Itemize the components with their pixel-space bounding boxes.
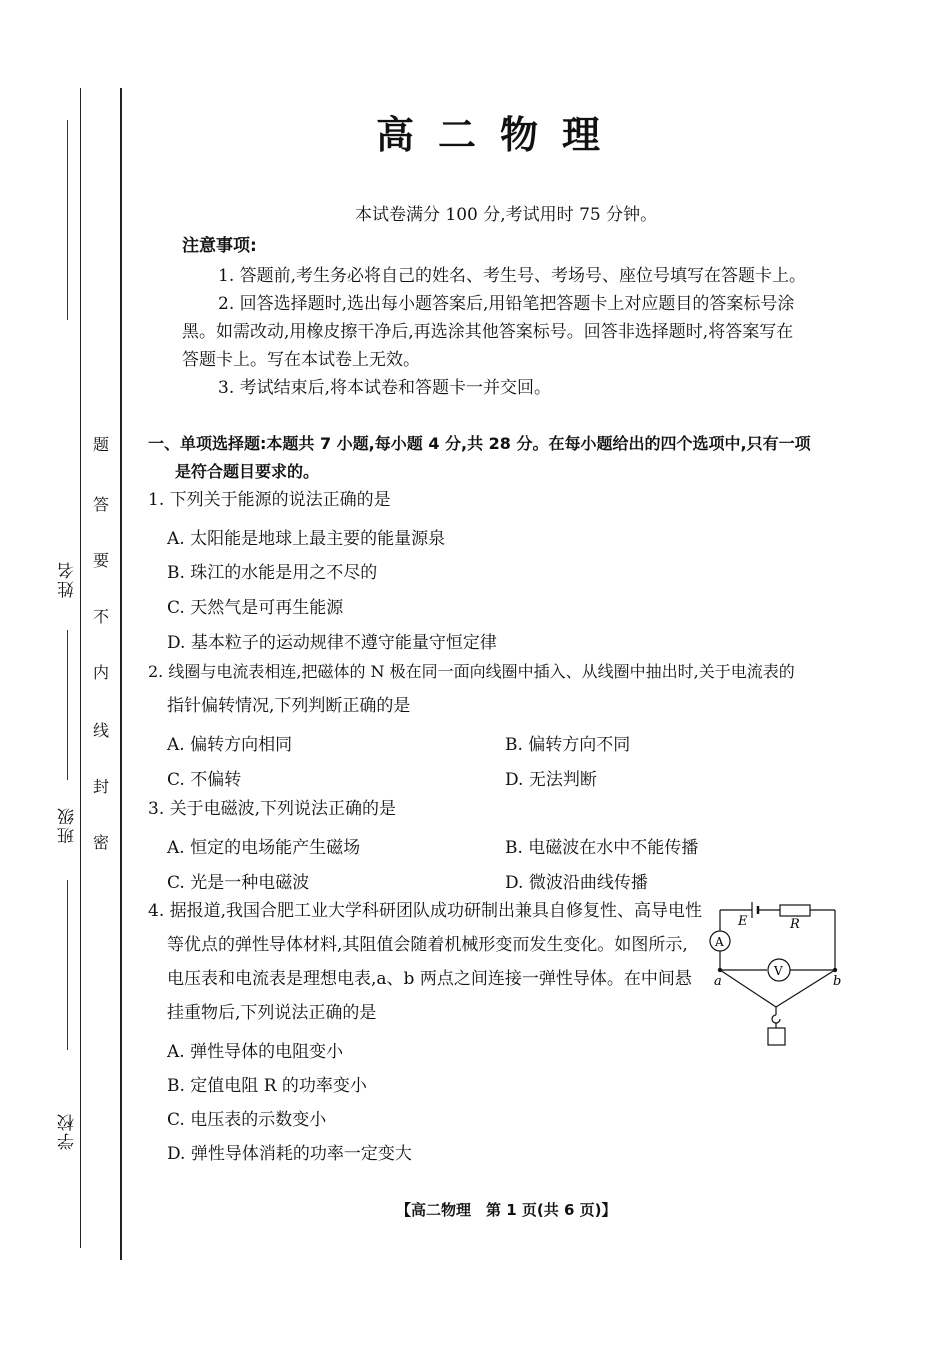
ammeter-label: A: [715, 935, 724, 949]
name-field-label: 姓名: [58, 560, 78, 598]
q3-option-c: C. 光是一种电磁波: [167, 873, 310, 893]
hook-icon: [772, 1015, 780, 1023]
exam-info: 本试卷满分 100 分,考试用时 75 分钟。: [355, 205, 658, 225]
seal-char-8: 密: [92, 833, 109, 852]
seal-char-5: 内: [92, 663, 109, 682]
seal-char-1: 题: [92, 435, 109, 454]
page-title: 高二物理: [375, 113, 624, 157]
seal-char-2: 答: [92, 495, 109, 514]
notice-line-5: 3. 考试结束后,将本试卷和答题卡一并交回。: [218, 378, 552, 398]
question-1-stem: 1. 下列关于能源的说法正确的是: [148, 490, 391, 510]
q4-option-b: B. 定值电阻 R 的功率变小: [167, 1076, 367, 1096]
question-2-stem-line-2: 指针偏转情况,下列判断正确的是: [167, 696, 411, 716]
circuit-diagram: [700, 895, 850, 1055]
school-field-label: 学校: [58, 1112, 78, 1150]
resistor-symbol: [780, 905, 810, 916]
question-4-stem-line-1: 4. 据报道,我国合肥工业大学科研团队成功研制出兼具自修复性、高导电性: [148, 901, 703, 921]
seal-char-4: 不: [92, 607, 109, 626]
voltmeter-label: V: [774, 964, 783, 978]
q2-option-d: D. 无法判断: [505, 770, 597, 790]
school-underline-top: [67, 880, 68, 1050]
notice-heading: 注意事项:: [182, 236, 257, 256]
notice-line-4: 答题卡上。写在本试卷上无效。: [182, 350, 420, 370]
question-4-stem-line-2: 等优点的弹性导体材料,其阻值会随着机械形变而发生变化。如图所示,: [167, 935, 688, 955]
margin-line-inner: [120, 88, 122, 1260]
page-footer: 【高二物理 第 1 页(共 6 页)】: [396, 1201, 617, 1219]
seal-char-3: 要: [92, 551, 109, 570]
q2-option-a: A. 偏转方向相同: [167, 735, 293, 755]
question-4-stem-line-3: 电压表和电流表是理想电表,a、b 两点之间连接一弹性导体。在中间悬: [167, 969, 692, 989]
seal-char-7: 封: [92, 777, 109, 796]
point-a-label: a: [714, 974, 722, 989]
q1-option-d: D. 基本粒子的运动规律不遵守能量守恒定律: [167, 633, 497, 653]
elastic-conductor-left: [720, 970, 776, 1007]
point-b-label: b: [833, 974, 842, 989]
notice-line-3: 黑。如需改动,用橡皮擦干净后,再选涂其他答案标号。回答非选择题时,将答案写在: [182, 322, 794, 342]
margin-line-outer: [80, 88, 81, 1248]
class-field-label: 班级: [58, 806, 78, 844]
elastic-conductor-right: [776, 970, 835, 1007]
q3-option-d: D. 微波沿曲线传播: [505, 873, 648, 893]
emf-label: E: [738, 914, 748, 929]
notice-line-1: 1. 答题前,考生务必将自己的姓名、考生号、考场号、座位号填写在答题卡上。: [218, 266, 807, 286]
q3-option-b: B. 电磁波在水中不能传播: [505, 838, 699, 858]
q2-option-c: C. 不偏转: [167, 770, 242, 790]
q1-option-a: A. 太阳能是地球上最主要的能量源泉: [167, 529, 446, 549]
q3-option-a: A. 恒定的电场能产生磁场: [167, 838, 361, 858]
class-underline-top: [67, 630, 68, 780]
q2-option-b: B. 偏转方向不同: [505, 735, 631, 755]
seal-char-6: 线: [92, 721, 109, 740]
question-3-stem: 3. 关于电磁波,下列说法正确的是: [148, 799, 397, 819]
question-4-stem-line-4: 挂重物后,下列说法正确的是: [167, 1003, 377, 1023]
resistor-label: R: [790, 917, 800, 932]
notice-line-2: 2. 回答选择题时,选出每小题答案后,用铅笔把答题卡上对应题目的答案标号涂: [218, 294, 795, 314]
q1-option-c: C. 天然气是可再生能源: [167, 598, 344, 618]
q4-option-d: D. 弹性导体消耗的功率一定变大: [167, 1144, 412, 1164]
q1-option-b: B. 珠江的水能是用之不尽的: [167, 563, 378, 583]
weight-block: [768, 1028, 785, 1045]
question-2-stem-line-1: 2. 线圈与电流表相连,把磁体的 N 极在同一面向线圈中插入、从线圈中抽出时,关于电流表的: [148, 662, 795, 681]
section-heading-line-2: 是符合题目要求的。: [175, 462, 320, 481]
q4-option-a: A. 弹性导体的电阻变小: [167, 1042, 344, 1062]
section-heading-line-1: 一、单项选择题:本题共 7 小题,每小题 4 分,共 28 分。在每小题给出的四个选项中,只有一项: [148, 434, 811, 453]
q4-option-c: C. 电压表的示数变小: [167, 1110, 327, 1130]
